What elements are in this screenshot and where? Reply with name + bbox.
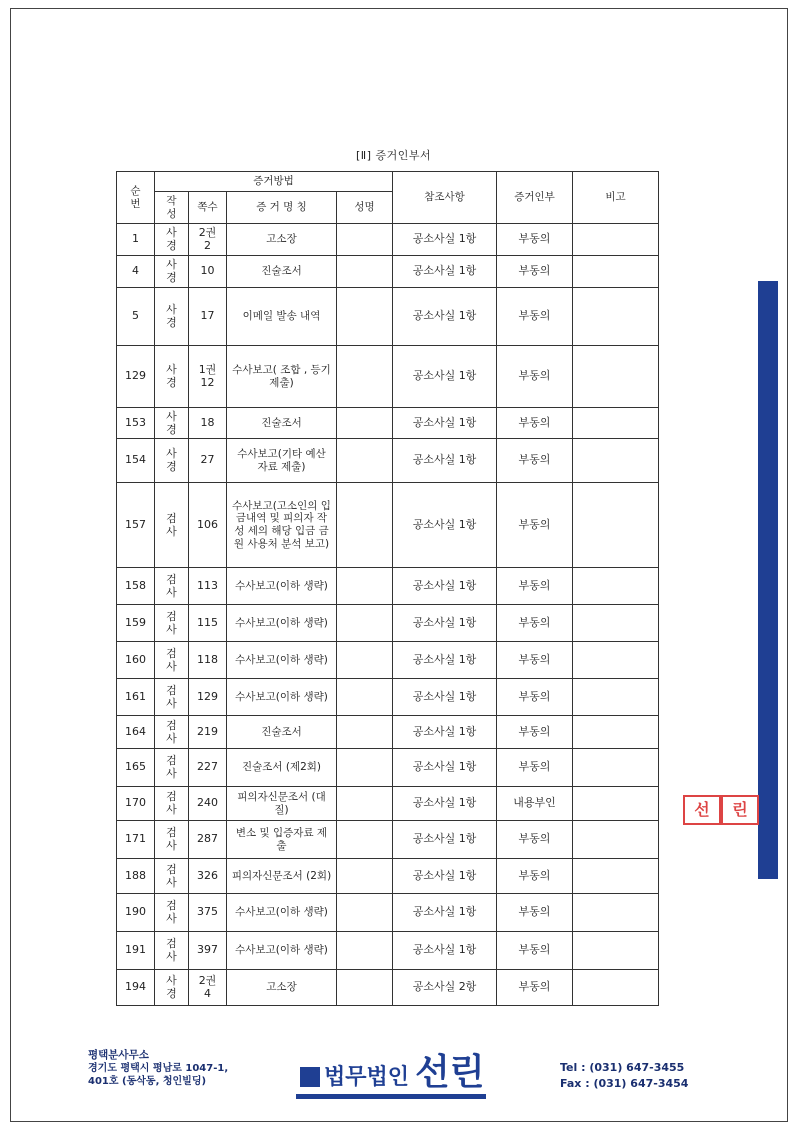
blue-side-bar bbox=[758, 281, 778, 879]
cell-reference: 공소사실 1항 bbox=[393, 483, 497, 568]
office-name: 평택분사무소 bbox=[88, 1049, 149, 1061]
cell-seq: 161 bbox=[117, 679, 155, 716]
cell-opinion: 부동의 bbox=[497, 642, 573, 679]
cell-opinion: 내용부인 bbox=[497, 787, 573, 821]
cell-author: 검사 bbox=[155, 894, 189, 932]
cell-note bbox=[573, 821, 659, 859]
cell-opinion: 부동의 bbox=[497, 970, 573, 1006]
cell-author: 검사 bbox=[155, 679, 189, 716]
cell-reference: 공소사실 1항 bbox=[393, 224, 497, 256]
cell-seq: 157 bbox=[117, 483, 155, 568]
cell-reference: 공소사실 1항 bbox=[393, 749, 497, 787]
table-row bbox=[117, 288, 659, 346]
cell-name: 진술조서 bbox=[227, 716, 337, 749]
cell-person bbox=[337, 605, 393, 642]
cell-opinion: 부동의 bbox=[497, 679, 573, 716]
cell-author: 검사 bbox=[155, 642, 189, 679]
cell-seq: 1 bbox=[117, 224, 155, 256]
cell-person bbox=[337, 408, 393, 439]
cell-note bbox=[573, 642, 659, 679]
table-row bbox=[117, 256, 659, 288]
cell-author: 검사 bbox=[155, 483, 189, 568]
cell-note bbox=[573, 408, 659, 439]
cell-person bbox=[337, 787, 393, 821]
cell-name: 수사보고(이하 생략) bbox=[227, 679, 337, 716]
cell-page: 326 bbox=[189, 859, 227, 894]
cell-author: 사경 bbox=[155, 346, 189, 408]
cell-author: 사경 bbox=[155, 439, 189, 483]
cell-note bbox=[573, 859, 659, 894]
col-author: 작성 bbox=[155, 192, 189, 224]
address-line-2: 401호 (동삭동, 청인빌딩) bbox=[88, 1076, 207, 1087]
cell-opinion: 부동의 bbox=[497, 605, 573, 642]
cell-page: 1권 12 bbox=[189, 346, 227, 408]
cell-person bbox=[337, 932, 393, 970]
cell-opinion: 부동의 bbox=[497, 568, 573, 605]
cell-note bbox=[573, 932, 659, 970]
table-row bbox=[117, 787, 659, 821]
cell-reference: 공소사실 1항 bbox=[393, 568, 497, 605]
cell-page: 10 bbox=[189, 256, 227, 288]
cell-reference: 공소사실 1항 bbox=[393, 256, 497, 288]
cell-person bbox=[337, 256, 393, 288]
cell-reference: 공소사실 1항 bbox=[393, 894, 497, 932]
firm-name: 선린 bbox=[415, 1052, 485, 1093]
cell-name: 이메일 발송 내역 bbox=[227, 288, 337, 346]
cell-note bbox=[573, 568, 659, 605]
cell-seq: 153 bbox=[117, 408, 155, 439]
table-row bbox=[117, 483, 659, 568]
cell-note bbox=[573, 749, 659, 787]
cell-author: 검사 bbox=[155, 859, 189, 894]
cell-page: 375 bbox=[189, 894, 227, 932]
cell-seq: 160 bbox=[117, 642, 155, 679]
cell-page: 287 bbox=[189, 821, 227, 859]
cell-reference: 공소사실 2항 bbox=[393, 970, 497, 1006]
firm-underline bbox=[296, 1094, 486, 1099]
cell-person bbox=[337, 483, 393, 568]
footer-office bbox=[88, 1049, 228, 1088]
cell-name: 변소 및 입증자료 제출 bbox=[227, 821, 337, 859]
cell-page: 240 bbox=[189, 787, 227, 821]
cell-name: 피의자신문조서 (2회) bbox=[227, 859, 337, 894]
col-note: 비고 bbox=[573, 172, 659, 224]
cell-person bbox=[337, 821, 393, 859]
cell-opinion: 부동의 bbox=[497, 932, 573, 970]
cell-reference: 공소사실 1항 bbox=[393, 642, 497, 679]
table-row bbox=[117, 408, 659, 439]
cell-note bbox=[573, 605, 659, 642]
cell-opinion: 부동의 bbox=[497, 346, 573, 408]
cell-name: 진술조서 bbox=[227, 256, 337, 288]
cell-person bbox=[337, 642, 393, 679]
col-method-group: 증거방법 bbox=[155, 172, 393, 192]
cell-seq: 194 bbox=[117, 970, 155, 1006]
cell-person bbox=[337, 439, 393, 483]
cell-author: 검사 bbox=[155, 749, 189, 787]
cell-person bbox=[337, 859, 393, 894]
table-row bbox=[117, 970, 659, 1006]
cell-person bbox=[337, 568, 393, 605]
cell-page: 2권 2 bbox=[189, 224, 227, 256]
cell-author: 검사 bbox=[155, 932, 189, 970]
col-reference: 참조사항 bbox=[393, 172, 497, 224]
cell-seq: 188 bbox=[117, 859, 155, 894]
firm-prefix: 법무법인 bbox=[324, 1065, 410, 1090]
cell-page: 129 bbox=[189, 679, 227, 716]
cell-name: 수사보고(기타 예산 자료 제출) bbox=[227, 439, 337, 483]
cell-reference: 공소사실 1항 bbox=[393, 439, 497, 483]
cell-note bbox=[573, 346, 659, 408]
table-row bbox=[117, 224, 659, 256]
cell-name: 수사보고(이하 생략) bbox=[227, 642, 337, 679]
cell-reference: 공소사실 1항 bbox=[393, 787, 497, 821]
col-page: 쪽수 bbox=[189, 192, 227, 224]
table-row bbox=[117, 642, 659, 679]
cell-note bbox=[573, 894, 659, 932]
cell-seq: 171 bbox=[117, 821, 155, 859]
cell-name: 진술조서 bbox=[227, 408, 337, 439]
cell-reference: 공소사실 1항 bbox=[393, 408, 497, 439]
cell-person bbox=[337, 970, 393, 1006]
cell-author: 사경 bbox=[155, 256, 189, 288]
firm-logo-icon bbox=[300, 1067, 320, 1087]
cell-seq: 190 bbox=[117, 894, 155, 932]
table-row bbox=[117, 346, 659, 408]
cell-opinion: 부동의 bbox=[497, 859, 573, 894]
fax: Fax : (031) 647-3454 bbox=[560, 1077, 689, 1090]
cell-page: 113 bbox=[189, 568, 227, 605]
cell-name: 수사보고( 조합 , 등기제출) bbox=[227, 346, 337, 408]
table-row bbox=[117, 679, 659, 716]
cell-reference: 공소사실 1항 bbox=[393, 605, 497, 642]
tel: Tel : (031) 647-3455 bbox=[560, 1061, 685, 1074]
cell-opinion: 부동의 bbox=[497, 894, 573, 932]
cell-opinion: 부동의 bbox=[497, 749, 573, 787]
cell-author: 검사 bbox=[155, 821, 189, 859]
cell-reference: 공소사실 1항 bbox=[393, 821, 497, 859]
cell-author: 검사 bbox=[155, 716, 189, 749]
cell-seq: 5 bbox=[117, 288, 155, 346]
cell-name: 고소장 bbox=[227, 970, 337, 1006]
document-title: [Ⅱ] 증거인부서 bbox=[356, 149, 432, 162]
cell-seq: 129 bbox=[117, 346, 155, 408]
footer-contact bbox=[560, 1060, 688, 1092]
cell-note bbox=[573, 256, 659, 288]
evidence-table bbox=[116, 171, 659, 1006]
cell-opinion: 부동의 bbox=[497, 483, 573, 568]
cell-seq: 165 bbox=[117, 749, 155, 787]
cell-seq: 159 bbox=[117, 605, 155, 642]
cell-name: 수사보고(이하 생략) bbox=[227, 605, 337, 642]
cell-name: 진술조서 (제2회) bbox=[227, 749, 337, 787]
cell-person bbox=[337, 749, 393, 787]
cell-page: 106 bbox=[189, 483, 227, 568]
cell-author: 사경 bbox=[155, 224, 189, 256]
cell-author: 사경 bbox=[155, 970, 189, 1006]
col-person: 성명 bbox=[337, 192, 393, 224]
cell-name: 피의자신문조서 (대질) bbox=[227, 787, 337, 821]
cell-page: 2권 4 bbox=[189, 970, 227, 1006]
col-seq: 순번 bbox=[117, 172, 155, 224]
cell-seq: 4 bbox=[117, 256, 155, 288]
cell-person bbox=[337, 224, 393, 256]
cell-name: 수사보고(이하 생략) bbox=[227, 932, 337, 970]
cell-seq: 158 bbox=[117, 568, 155, 605]
cell-opinion: 부동의 bbox=[497, 288, 573, 346]
cell-author: 사경 bbox=[155, 408, 189, 439]
cell-note bbox=[573, 483, 659, 568]
cell-author: 검사 bbox=[155, 605, 189, 642]
cell-opinion: 부동의 bbox=[497, 716, 573, 749]
cell-name: 수사보고(이하 생략) bbox=[227, 568, 337, 605]
cell-page: 18 bbox=[189, 408, 227, 439]
cell-seq: 170 bbox=[117, 787, 155, 821]
cell-author: 사경 bbox=[155, 288, 189, 346]
cell-author: 검사 bbox=[155, 568, 189, 605]
cell-page: 27 bbox=[189, 439, 227, 483]
cell-person bbox=[337, 679, 393, 716]
cell-reference: 공소사실 1항 bbox=[393, 859, 497, 894]
cell-seq: 164 bbox=[117, 716, 155, 749]
table-row bbox=[117, 821, 659, 859]
cell-opinion: 부동의 bbox=[497, 256, 573, 288]
seal-stamp: 선 린 bbox=[683, 793, 761, 827]
cell-name: 수사보고(고소인의 입금내역 및 피의자 작성 세의 해당 입금 금원 사용처 분석 보고) bbox=[227, 483, 337, 568]
cell-page: 227 bbox=[189, 749, 227, 787]
col-name: 증 거 명 칭 bbox=[227, 192, 337, 224]
cell-reference: 공소사실 1항 bbox=[393, 716, 497, 749]
cell-note bbox=[573, 224, 659, 256]
firm-logo bbox=[300, 1053, 485, 1093]
cell-page: 17 bbox=[189, 288, 227, 346]
cell-page: 118 bbox=[189, 642, 227, 679]
table-row bbox=[117, 568, 659, 605]
cell-person bbox=[337, 288, 393, 346]
cell-note bbox=[573, 288, 659, 346]
cell-opinion: 부동의 bbox=[497, 224, 573, 256]
cell-reference: 공소사실 1항 bbox=[393, 932, 497, 970]
cell-opinion: 부동의 bbox=[497, 408, 573, 439]
cell-opinion: 부동의 bbox=[497, 439, 573, 483]
table-row bbox=[117, 894, 659, 932]
table-row bbox=[117, 749, 659, 787]
cell-seq: 191 bbox=[117, 932, 155, 970]
cell-page: 219 bbox=[189, 716, 227, 749]
table-row bbox=[117, 716, 659, 749]
cell-opinion: 부동의 bbox=[497, 821, 573, 859]
address-line-1: 경기도 평택시 평남로 1047-1, bbox=[88, 1063, 229, 1074]
table-row bbox=[117, 439, 659, 483]
cell-author: 검사 bbox=[155, 787, 189, 821]
cell-person bbox=[337, 346, 393, 408]
cell-page: 397 bbox=[189, 932, 227, 970]
cell-note bbox=[573, 439, 659, 483]
cell-reference: 공소사실 1항 bbox=[393, 679, 497, 716]
table-row bbox=[117, 859, 659, 894]
cell-note bbox=[573, 970, 659, 1006]
cell-name: 수사보고(이하 생략) bbox=[227, 894, 337, 932]
cell-note bbox=[573, 787, 659, 821]
cell-page: 115 bbox=[189, 605, 227, 642]
cell-name: 고소장 bbox=[227, 224, 337, 256]
cell-note bbox=[573, 716, 659, 749]
cell-note bbox=[573, 679, 659, 716]
table-row bbox=[117, 605, 659, 642]
table-row bbox=[117, 932, 659, 970]
cell-reference: 공소사실 1항 bbox=[393, 346, 497, 408]
col-opinion: 증거인부 bbox=[497, 172, 573, 224]
cell-person bbox=[337, 716, 393, 749]
cell-seq: 154 bbox=[117, 439, 155, 483]
cell-reference: 공소사실 1항 bbox=[393, 288, 497, 346]
cell-person bbox=[337, 894, 393, 932]
